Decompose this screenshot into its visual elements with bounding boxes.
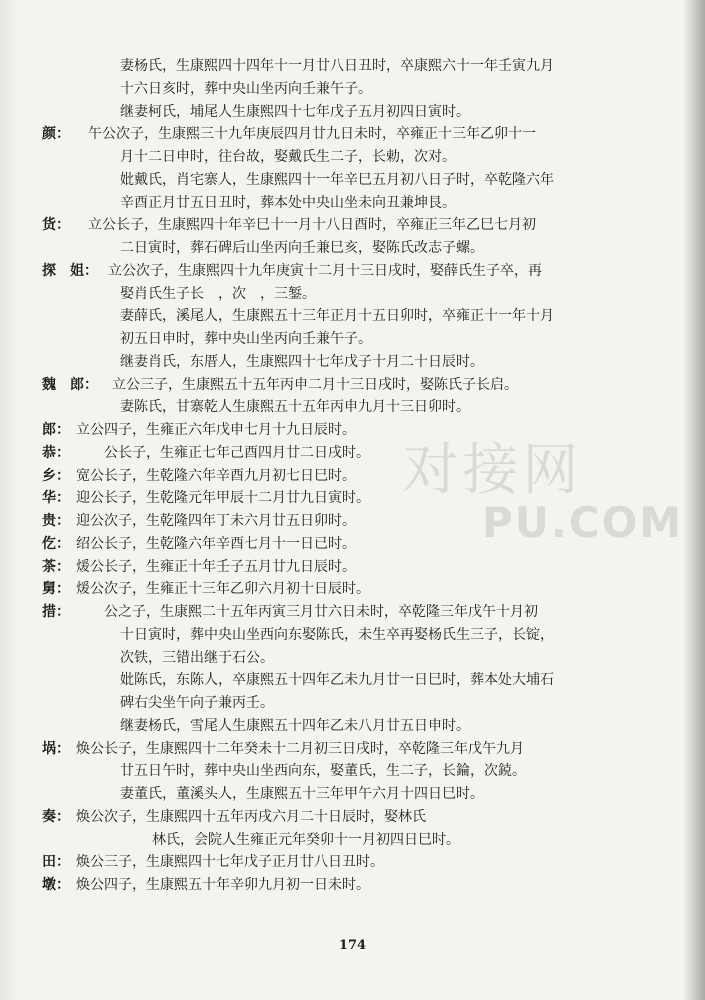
entry-text: 继妻肖氏，东厝人，生康熙四十七年戊子十月二十日辰时。 xyxy=(120,353,484,370)
text-line xyxy=(0,374,705,397)
text-line xyxy=(0,192,705,215)
entry-name: 贵： xyxy=(42,513,70,529)
entry-name: 措： xyxy=(42,604,70,620)
text-line xyxy=(0,692,705,715)
entry-text: 十日寅时，葬中央山坐西向东娶陈氏，未生卒再娶杨氏生三子，长锭， xyxy=(120,626,554,643)
text-line xyxy=(0,237,705,260)
entry-name: 茶： xyxy=(42,558,70,575)
text-line xyxy=(0,78,705,101)
entry-name: 恭： xyxy=(42,444,70,461)
text-line xyxy=(0,624,705,647)
text-line xyxy=(0,465,705,488)
entry-text: 廿五日午时，葬中央山坐西向东，娶董氏，生二子，长錀，次鋴。 xyxy=(120,763,526,780)
text-line xyxy=(0,55,705,78)
text-line xyxy=(0,396,705,419)
entry-text: 二日寅时，葬石碑后山坐丙向壬兼巳亥，娶陈氏改志子螺。 xyxy=(120,240,484,256)
text-line xyxy=(0,578,705,601)
text-line xyxy=(0,510,705,533)
entry-name: 货： xyxy=(42,217,70,234)
entry-text: 十六日亥时，葬中央山坐丙向壬兼午子。 xyxy=(120,80,372,97)
entry-text: 迎公长子，生乾隆元年甲辰十二月廿九日寅时。 xyxy=(76,490,370,507)
entry-text: 焕公次子，生康熙四十五年丙戌六月二十日辰时，娶林氏 xyxy=(76,808,426,825)
entry-text: 娶肖氏生子长 ，次 ，三錾。 xyxy=(120,285,316,302)
text-line xyxy=(0,328,705,351)
entry-name: 奏： xyxy=(42,808,70,825)
entry-text: 妻陈氏，甘寨乾人生康熙五十五年丙申九月十三日卯时。 xyxy=(120,399,470,416)
text-line xyxy=(0,533,705,556)
entry-text: 林氏，会院人生雍正元年癸卯十一月初四日巳时。 xyxy=(152,831,460,848)
entry-name: 田： xyxy=(42,854,70,871)
text-line xyxy=(0,419,705,442)
entry-text: 碑右尖坐午向子兼丙壬。 xyxy=(120,695,274,711)
entry-text: 立公四子，生雍正六年戊申七月十九日辰时。 xyxy=(76,422,356,438)
entry-text: 绍公长子，生乾隆六年辛酉七月十一日已时。 xyxy=(76,535,356,552)
text-line xyxy=(0,556,705,579)
entry-name: 探 姐： xyxy=(42,262,98,279)
entry-text: 妻董氏，董溪头人，生康熙五十三年甲午六月十四日巳时。 xyxy=(120,786,484,802)
text-line xyxy=(0,760,705,783)
entry-text: 继妻柯氏，埔尾人生康熙四十七年戊子五月初四日寅时。 xyxy=(120,103,470,120)
entry-text: 辛酉正月廿五日丑时，葬本处中央山坐未向丑兼坤艮。 xyxy=(120,194,456,211)
text-line xyxy=(0,715,705,738)
entry-text: 焕公三子，生康熙四十七年戊子正月廿八日丑时。 xyxy=(76,854,384,871)
entry-text: 妻薛氏，溪尾人，生康熙五十三年正月十五日卯时，卒雍正十一年十月 xyxy=(120,308,554,325)
text-line xyxy=(0,806,705,829)
entry-text: 立公三子，生康熙五十五年丙申二月十三日戌时，娶陈氏子长启。 xyxy=(112,376,518,393)
text-line xyxy=(0,101,705,124)
text-line xyxy=(0,829,705,852)
text-line xyxy=(0,260,705,283)
entry-name: 魏 郎： xyxy=(42,376,98,393)
text-line xyxy=(0,874,705,897)
watermark-english: PU.COM xyxy=(481,498,684,547)
text-line xyxy=(0,487,705,510)
text-line xyxy=(0,305,705,328)
entry-text: 焕公四子，生康熙五十年辛卯九月初一日未时。 xyxy=(76,877,370,893)
entry-name: 墩： xyxy=(42,877,70,893)
entry-text: 宽公长子，生乾隆六年辛酉九月初七日巳时。 xyxy=(76,467,356,484)
entry-text: 煖公次子，生雍正十三年乙卯六月初十日辰时。 xyxy=(76,581,370,598)
watermark-chinese: 对接网 xyxy=(402,438,583,503)
text-line xyxy=(0,738,705,761)
text-line xyxy=(0,169,705,192)
entry-name: 仡： xyxy=(42,535,70,552)
entry-text: 妣陈氏，东陈人，卒康熙五十四年乙未九月廿一日巳时，葬本处大埔石 xyxy=(120,672,554,689)
text-line xyxy=(0,669,705,692)
entry-text: 初五日申时，葬中央山坐丙向壬兼午子。 xyxy=(120,331,372,347)
entry-text: 煖公长子，生雍正十年壬子五月廿九日辰时。 xyxy=(76,558,356,575)
entry-text: 公长子，生雍正七年己酉四月廿二日戌时。 xyxy=(104,444,370,461)
entry-text: 立公长子，生康熙四十年辛巳十一月十八日酉时，卒雍正三年乙巳七月初 xyxy=(88,217,536,234)
entry-text: 妣戴氏，肖宅寨人，生康熙四十一年辛巳五月初八日子时，卒乾隆六年 xyxy=(120,171,554,188)
text-line xyxy=(0,647,705,670)
text-line xyxy=(0,283,705,306)
entry-text: 次铁，三错出继于石公。 xyxy=(120,649,274,666)
text-line xyxy=(0,783,705,806)
entry-name: 乡： xyxy=(42,467,70,484)
entry-text: 午公次子，生康熙三十九年庚辰四月廿九日未时，卒雍正十三年乙卯十一 xyxy=(88,126,536,143)
text-line xyxy=(0,601,705,624)
entry-text: 妻杨氏，生康熙四十四年十一月廿八日丑时，卒康熙六十一年壬寅九月 xyxy=(120,58,554,74)
entry-name: 华： xyxy=(42,490,70,507)
entry-name: 颜： xyxy=(42,126,70,143)
text-line xyxy=(0,351,705,374)
entry-text: 公之子，生康熙二十五年丙寅三月廿六日未时，卒乾隆三年戊午十月初 xyxy=(104,604,538,620)
text-line xyxy=(0,146,705,169)
page-number: 174 xyxy=(338,938,367,953)
entry-text: 焕公长子，生康熙四十二年癸未十二月初三日戌时，卒乾隆三年戊午九月 xyxy=(76,740,524,757)
text-line xyxy=(0,851,705,874)
text-line xyxy=(0,442,705,465)
entry-name: 埚： xyxy=(42,740,70,757)
entry-text: 立公次子，生康熙四十九年庚寅十二月十三日戌时，娶薛氏生子卒，再 xyxy=(108,262,542,279)
entry-name: 舅： xyxy=(42,581,70,598)
entry-name: 郎： xyxy=(42,422,70,438)
text-line xyxy=(0,214,705,237)
text-line xyxy=(0,123,705,146)
genealogy-text-block xyxy=(0,55,705,897)
entry-text: 迎公次子，生乾隆四年丁未六月廿五日卯时。 xyxy=(76,513,356,529)
entry-text: 继妻杨氏，雪尾人生康熙五十四年乙未八月廿五日申时。 xyxy=(120,717,470,734)
entry-text: 月十二日申时，往台故，娶戴氏生二子，长勅，次对。 xyxy=(120,149,456,165)
